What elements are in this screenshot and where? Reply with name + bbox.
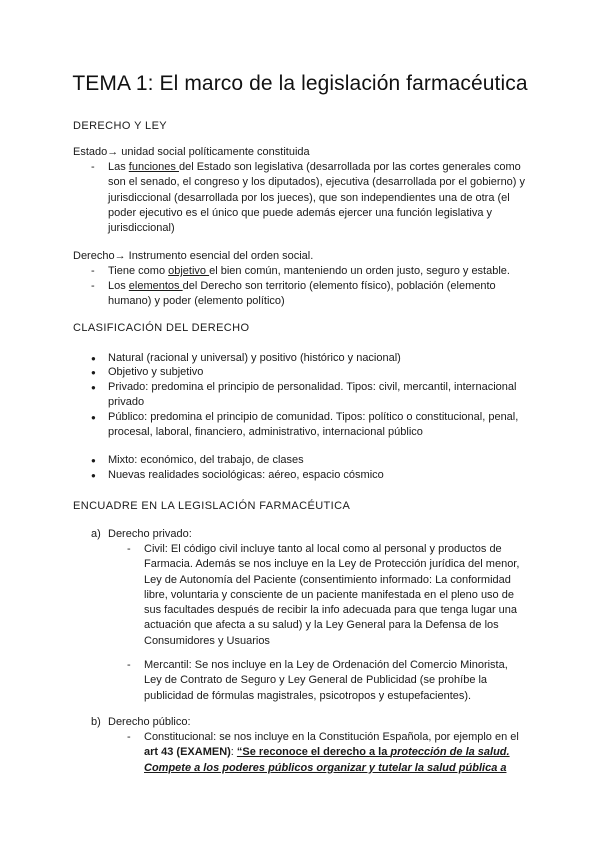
clasificacion-item: ● Privado: predomina el principio de personalidad. Tipos: civil, mercantil, internacional privado xyxy=(91,381,517,409)
derecho-elementos-item xyxy=(91,279,531,310)
dash-marker: - xyxy=(127,543,131,555)
estado-funciones-item xyxy=(91,160,531,236)
derecho-publico-item xyxy=(91,716,191,728)
derecho-privado-label: Derecho privado: xyxy=(108,528,192,540)
bullet-marker: ● xyxy=(91,413,96,422)
dash-marker: - xyxy=(91,161,95,173)
constitucional-item xyxy=(127,730,527,776)
list-marker-a: a) xyxy=(91,528,101,540)
clasificacion-item: ● Natural (racional y universal) y positivo (histórico y nacional) xyxy=(91,351,541,366)
mercantil-text: Mercantil: Se nos incluye en la Ley de Ordenación del Comercio Minorista, Ley de Contrato de Seguro y Ley General de Publicidad (se prohíbe la publicidad de fórmulas magistrales, psicotropos y estupefacientes). xyxy=(144,659,508,702)
civil-item xyxy=(127,542,527,649)
mercantil-item xyxy=(127,658,527,704)
clasificacion-item: ● Público: predomina el principio de comunidad. Tipos: político o constitucional, penal, procesal, laboral, financiero, administrativo, internacional público xyxy=(91,411,519,439)
bullet-marker: ● xyxy=(91,471,96,480)
section-heading-derecho-y-ley: DERECHO Y LEY xyxy=(73,120,168,132)
dash-marker: - xyxy=(127,731,131,743)
estado-definition: Estado→ unidad social políticamente constituida xyxy=(73,146,310,158)
civil-text: Civil: El código civil incluye tanto al local como al personal y productos de Farmacia. Además se nos incluye en la Ley de Protección jurídica del menor, Ley de Autonomía del Paciente (consentimiento informado: La conformidad libre, voluntaria y consciente de un paciente manifestada en el pleno uso de sus facultades después de recibir la info adecuada para que tenga lugar una actuación que afecta a su salud) y la Ley General para la Defensa de los Consumidores y Usuarios xyxy=(144,543,520,647)
bullet-marker: ● xyxy=(91,383,96,392)
list-marker-b: b) xyxy=(91,716,101,728)
derecho-definition: Derecho→ Instrumento esencial del orden social. xyxy=(73,250,314,262)
section-heading-clasificacion: CLASIFICACIÓN DEL DERECHO xyxy=(73,322,250,334)
section-heading-encuadre: ENCUADRE EN LA LEGISLACIÓN FARMACÉUTICA xyxy=(73,500,351,512)
derecho-privado-item xyxy=(91,528,192,540)
derecho-objetivo-text: Tiene como objetivo el bien común, manteniendo un orden justo, seguro y estable. xyxy=(108,265,510,277)
dash-marker: - xyxy=(91,280,95,292)
bullet-marker: ● xyxy=(91,456,96,465)
estado-funciones-text: Las funciones del Estado son legislativa (desarrollada por las cortes generales como son el senado, el congreso y los diputados), ejecutiva (desarrollada por el gobierno) y jurisdiccional (desarrollada por los jueces), que son independientes una de otra (el poder ejecutivo es el único que puede además ejercer una función legislativa y jurisdiccional) xyxy=(108,161,526,235)
art43-label: art 43 (EXAMEN) xyxy=(144,746,231,759)
dash-marker: - xyxy=(127,659,131,671)
constitucional-text: Constitucional: se nos incluye en la Constitución Española, por ejemplo en el art 43 (EXAMEN): “Se reconoce el derecho a la protección de la salud. Compete a los poderes públicos organizar y tutelar la salud pública a xyxy=(144,731,519,774)
derecho-publico-label: Derecho público: xyxy=(108,716,191,728)
derecho-elementos-text: Los elementos del Derecho son territorio (elemento físico), población (elemento humano) y poder (elemento político) xyxy=(108,280,496,308)
clasificacion-item: ● Nuevas realidades sociológicas: aéreo, espacio cósmico xyxy=(91,468,541,483)
page-title: TEMA 1: El marco de la legislación farmacéutica xyxy=(72,72,528,95)
dash-marker: - xyxy=(91,265,95,277)
clasificacion-item: ● Objetivo y subjetivo xyxy=(91,365,541,380)
bullet-marker: ● xyxy=(91,354,96,363)
derecho-objetivo-item xyxy=(91,264,531,279)
clasificacion-item: ● Mixto: económico, del trabajo, de clases xyxy=(91,453,541,468)
bullet-marker: ● xyxy=(91,368,96,377)
